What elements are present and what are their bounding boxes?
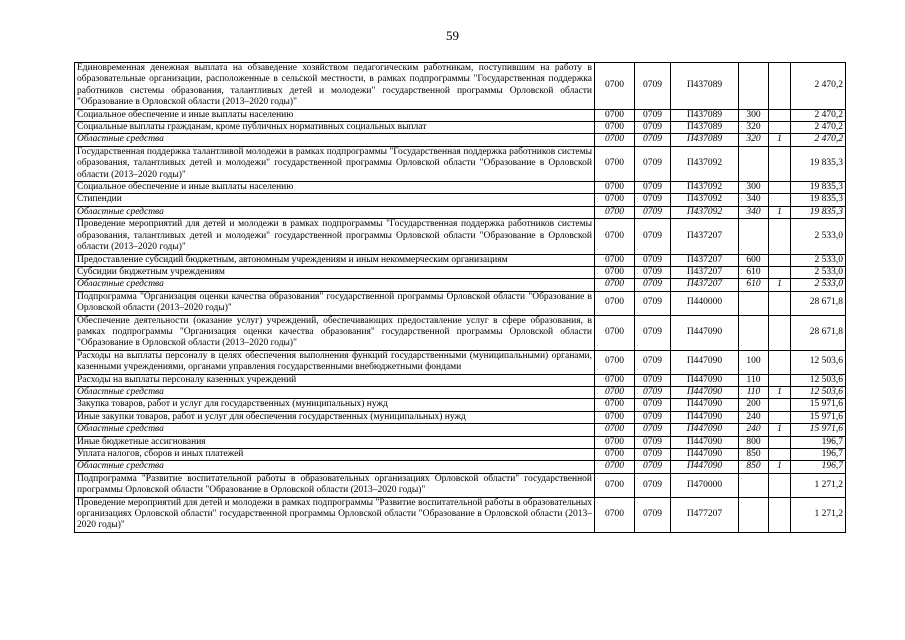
section-code: 0700 bbox=[595, 424, 635, 436]
target-article-code: П447090 bbox=[671, 399, 739, 411]
amount: 2 533,0 bbox=[791, 266, 846, 278]
expense-type-code: 240 bbox=[739, 411, 769, 423]
subsection-code: 0709 bbox=[635, 182, 671, 194]
section-code: 0700 bbox=[595, 254, 635, 266]
amount: 28 671,8 bbox=[791, 291, 846, 315]
table-row bbox=[75, 63, 846, 110]
amount: 196,7 bbox=[791, 461, 846, 473]
section-code: 0700 bbox=[595, 182, 635, 194]
row-name: Субсидии бюджетным учреждениям bbox=[75, 266, 595, 278]
subsection-code: 0709 bbox=[635, 266, 671, 278]
target-article-code: П437207 bbox=[671, 254, 739, 266]
amount: 12 503,6 bbox=[791, 386, 846, 398]
target-article-code: П437089 bbox=[671, 109, 739, 121]
amount: 2 533,0 bbox=[791, 219, 846, 254]
target-article-code: П437092 bbox=[671, 206, 739, 218]
expense-type-code: 240 bbox=[739, 424, 769, 436]
row-name: Социальное обеспечение и иные выплаты населению bbox=[75, 182, 595, 194]
funding-source-code bbox=[769, 122, 791, 134]
budget-table bbox=[74, 62, 846, 533]
expense-type-code: 850 bbox=[739, 449, 769, 461]
section-code: 0700 bbox=[595, 497, 635, 532]
section-code: 0700 bbox=[595, 374, 635, 386]
funding-source-code bbox=[769, 63, 791, 110]
target-article-code: П447090 bbox=[671, 374, 739, 386]
expense-type-code: 340 bbox=[739, 194, 769, 206]
row-name: Проведение мероприятий для детей и молодежи в рамках подпрограммы "Развитие воспитательной работы в образовательных организациях Орловской области" государственной программы Орловской области "Образование в Орловской области (2013–2020 годы)" bbox=[75, 497, 595, 532]
row-name: Проведение мероприятий для детей и молодежи в рамках подпрограммы "Государственная поддержка работников системы образования, талантливых детей и молодежи" государственной программы Орловской области "Образование в Орловской области (2013–2020 годы)" bbox=[75, 219, 595, 254]
table-row bbox=[75, 109, 846, 121]
funding-source-code bbox=[769, 315, 791, 350]
row-name: Иные бюджетные ассигнования bbox=[75, 436, 595, 448]
funding-source-code bbox=[769, 374, 791, 386]
table-row bbox=[75, 291, 846, 315]
table-row bbox=[75, 315, 846, 350]
row-name: Уплата налогов, сборов и иных платежей bbox=[75, 449, 595, 461]
expense-type-code: 300 bbox=[739, 109, 769, 121]
amount: 2 470,2 bbox=[791, 63, 846, 110]
section-code: 0700 bbox=[595, 473, 635, 497]
target-article-code: П470000 bbox=[671, 473, 739, 497]
subsection-code: 0709 bbox=[635, 350, 671, 374]
table-row bbox=[75, 411, 846, 423]
expense-type-code: 850 bbox=[739, 461, 769, 473]
funding-source-code: 1 bbox=[769, 386, 791, 398]
section-code: 0700 bbox=[595, 63, 635, 110]
subsection-code: 0709 bbox=[635, 134, 671, 146]
expense-type-code bbox=[739, 63, 769, 110]
row-name: Областные средства bbox=[75, 424, 595, 436]
funding-source-code bbox=[769, 411, 791, 423]
funding-source-code bbox=[769, 109, 791, 121]
amount: 15 971,6 bbox=[791, 424, 846, 436]
subsection-code: 0709 bbox=[635, 399, 671, 411]
target-article-code: П440000 bbox=[671, 291, 739, 315]
expense-type-code bbox=[739, 219, 769, 254]
expense-type-code: 200 bbox=[739, 399, 769, 411]
table-row bbox=[75, 461, 846, 473]
subsection-code: 0709 bbox=[635, 122, 671, 134]
amount: 196,7 bbox=[791, 449, 846, 461]
subsection-code: 0709 bbox=[635, 449, 671, 461]
funding-source-code bbox=[769, 399, 791, 411]
funding-source-code bbox=[769, 266, 791, 278]
subsection-code: 0709 bbox=[635, 424, 671, 436]
amount: 1 271,2 bbox=[791, 497, 846, 532]
target-article-code: П447090 bbox=[671, 411, 739, 423]
target-article-code: П437089 bbox=[671, 134, 739, 146]
table-row bbox=[75, 350, 846, 374]
row-name: Предоставление субсидий бюджетным, автономным учреждениям и иным некоммерческим организациям bbox=[75, 254, 595, 266]
target-article-code: П437089 bbox=[671, 63, 739, 110]
amount: 1 271,2 bbox=[791, 473, 846, 497]
subsection-code: 0709 bbox=[635, 279, 671, 291]
section-code: 0700 bbox=[595, 411, 635, 423]
table-row bbox=[75, 436, 846, 448]
subsection-code: 0709 bbox=[635, 146, 671, 181]
row-name: Обеспечение деятельности (оказание услуг) учреждений, обеспечивающих предоставление услуг в сфере образования, в рамках подпрограммы "Организация оценки качества образования" государственной программы Орловской области "Образование в Орловской области (2013–2020 годы)" bbox=[75, 315, 595, 350]
expense-type-code: 320 bbox=[739, 134, 769, 146]
row-name: Социальное обеспечение и иные выплаты населению bbox=[75, 109, 595, 121]
expense-type-code: 110 bbox=[739, 386, 769, 398]
target-article-code: П447090 bbox=[671, 424, 739, 436]
expense-type-code bbox=[739, 146, 769, 181]
funding-source-code: 1 bbox=[769, 279, 791, 291]
amount: 2 533,0 bbox=[791, 279, 846, 291]
table-row bbox=[75, 399, 846, 411]
funding-source-code bbox=[769, 291, 791, 315]
subsection-code: 0709 bbox=[635, 436, 671, 448]
section-code: 0700 bbox=[595, 436, 635, 448]
target-article-code: П437092 bbox=[671, 146, 739, 181]
section-code: 0700 bbox=[595, 194, 635, 206]
section-code: 0700 bbox=[595, 279, 635, 291]
amount: 15 971,6 bbox=[791, 399, 846, 411]
table-row bbox=[75, 206, 846, 218]
section-code: 0700 bbox=[595, 461, 635, 473]
section-code: 0700 bbox=[595, 266, 635, 278]
table-row bbox=[75, 194, 846, 206]
row-name: Расходы на выплаты персоналу казенных учреждений bbox=[75, 374, 595, 386]
amount: 15 971,6 bbox=[791, 411, 846, 423]
funding-source-code bbox=[769, 436, 791, 448]
subsection-code: 0709 bbox=[635, 374, 671, 386]
amount: 12 503,6 bbox=[791, 350, 846, 374]
funding-source-code bbox=[769, 182, 791, 194]
table-row bbox=[75, 266, 846, 278]
subsection-code: 0709 bbox=[635, 63, 671, 110]
subsection-code: 0709 bbox=[635, 411, 671, 423]
amount: 12 503,6 bbox=[791, 374, 846, 386]
funding-source-code: 1 bbox=[769, 424, 791, 436]
amount: 19 835,3 bbox=[791, 206, 846, 218]
section-code: 0700 bbox=[595, 350, 635, 374]
row-name: Областные средства bbox=[75, 279, 595, 291]
amount: 2 533,0 bbox=[791, 254, 846, 266]
target-article-code: П447090 bbox=[671, 436, 739, 448]
funding-source-code bbox=[769, 219, 791, 254]
expense-type-code bbox=[739, 315, 769, 350]
table-row bbox=[75, 219, 846, 254]
table-row bbox=[75, 279, 846, 291]
target-article-code: П437089 bbox=[671, 122, 739, 134]
table-row bbox=[75, 449, 846, 461]
section-code: 0700 bbox=[595, 386, 635, 398]
subsection-code: 0709 bbox=[635, 219, 671, 254]
funding-source-code: 1 bbox=[769, 206, 791, 218]
target-article-code: П437207 bbox=[671, 279, 739, 291]
table-row bbox=[75, 497, 846, 532]
expense-type-code bbox=[739, 291, 769, 315]
subsection-code: 0709 bbox=[635, 386, 671, 398]
table-row bbox=[75, 122, 846, 134]
funding-source-code bbox=[769, 146, 791, 181]
row-name: Расходы на выплаты персоналу в целях обеспечения выполнения функций государственными (муниципальными) органами, казенными учреждениями, органами управления государственными внебюджетными фондами bbox=[75, 350, 595, 374]
table-body bbox=[75, 63, 846, 533]
row-name: Закупка товаров, работ и услуг для государственных (муниципальных) нужд bbox=[75, 399, 595, 411]
subsection-code: 0709 bbox=[635, 315, 671, 350]
expense-type-code: 610 bbox=[739, 279, 769, 291]
subsection-code: 0709 bbox=[635, 206, 671, 218]
funding-source-code bbox=[769, 350, 791, 374]
row-name: Областные средства bbox=[75, 386, 595, 398]
subsection-code: 0709 bbox=[635, 461, 671, 473]
section-code: 0700 bbox=[595, 291, 635, 315]
subsection-code: 0709 bbox=[635, 109, 671, 121]
section-code: 0700 bbox=[595, 399, 635, 411]
table-row bbox=[75, 182, 846, 194]
row-name: Подпрограмма "Организация оценки качества образования" государственной программы Орловской области "Образование в Орловской области (2013–2020 годы)" bbox=[75, 291, 595, 315]
table-row bbox=[75, 146, 846, 181]
expense-type-code: 100 bbox=[739, 350, 769, 374]
target-article-code: П447090 bbox=[671, 315, 739, 350]
target-article-code: П447090 bbox=[671, 461, 739, 473]
row-name: Подпрограмма "Развитие воспитательной работы в образовательных организациях Орловской области" государственной программы Орловской области "Образование в Орловской области (2013–2020 годы)" bbox=[75, 473, 595, 497]
table-row bbox=[75, 473, 846, 497]
table-row bbox=[75, 134, 846, 146]
funding-source-code bbox=[769, 194, 791, 206]
subsection-code: 0709 bbox=[635, 291, 671, 315]
target-article-code: П447090 bbox=[671, 350, 739, 374]
section-code: 0700 bbox=[595, 109, 635, 121]
funding-source-code bbox=[769, 449, 791, 461]
amount: 19 835,3 bbox=[791, 146, 846, 181]
subsection-code: 0709 bbox=[635, 473, 671, 497]
section-code: 0700 bbox=[595, 315, 635, 350]
funding-source-code bbox=[769, 254, 791, 266]
subsection-code: 0709 bbox=[635, 497, 671, 532]
section-code: 0700 bbox=[595, 449, 635, 461]
expense-type-code: 600 bbox=[739, 254, 769, 266]
amount: 28 671,8 bbox=[791, 315, 846, 350]
expense-type-code: 320 bbox=[739, 122, 769, 134]
funding-source-code bbox=[769, 497, 791, 532]
table-row bbox=[75, 424, 846, 436]
target-article-code: П437092 bbox=[671, 182, 739, 194]
table-row bbox=[75, 254, 846, 266]
row-name: Социальные выплаты гражданам, кроме публичных нормативных социальных выплат bbox=[75, 122, 595, 134]
table-row bbox=[75, 374, 846, 386]
section-code: 0700 bbox=[595, 146, 635, 181]
funding-source-code bbox=[769, 473, 791, 497]
section-code: 0700 bbox=[595, 122, 635, 134]
row-name: Областные средства bbox=[75, 461, 595, 473]
section-code: 0700 bbox=[595, 134, 635, 146]
target-article-code: П437207 bbox=[671, 266, 739, 278]
page-number: 59 bbox=[446, 28, 459, 43]
section-code: 0700 bbox=[595, 219, 635, 254]
funding-source-code: 1 bbox=[769, 461, 791, 473]
table-row bbox=[75, 386, 846, 398]
subsection-code: 0709 bbox=[635, 194, 671, 206]
target-article-code: П477207 bbox=[671, 497, 739, 532]
expense-type-code: 800 bbox=[739, 436, 769, 448]
target-article-code: П437207 bbox=[671, 219, 739, 254]
subsection-code: 0709 bbox=[635, 254, 671, 266]
section-code: 0700 bbox=[595, 206, 635, 218]
funding-source-code: 1 bbox=[769, 134, 791, 146]
row-name: Иные закупки товаров, работ и услуг для обеспечения государственных (муниципальных) нужд bbox=[75, 411, 595, 423]
row-name: Стипендии bbox=[75, 194, 595, 206]
amount: 2 470,2 bbox=[791, 122, 846, 134]
amount: 2 470,2 bbox=[791, 134, 846, 146]
target-article-code: П447090 bbox=[671, 449, 739, 461]
expense-type-code bbox=[739, 497, 769, 532]
expense-type-code: 300 bbox=[739, 182, 769, 194]
expense-type-code bbox=[739, 473, 769, 497]
amount: 19 835,3 bbox=[791, 182, 846, 194]
target-article-code: П437092 bbox=[671, 194, 739, 206]
expense-type-code: 610 bbox=[739, 266, 769, 278]
row-name: Государственная поддержка талантливой молодежи в рамках подпрограммы "Государственная поддержка работников системы образования, талантливых детей и молодежи" государственной программы Орловской области "Образование в Орловской области (2013–2020 годы)" bbox=[75, 146, 595, 181]
amount: 19 835,3 bbox=[791, 194, 846, 206]
row-name: Областные средства bbox=[75, 134, 595, 146]
expense-type-code: 110 bbox=[739, 374, 769, 386]
row-name: Областные средства bbox=[75, 206, 595, 218]
target-article-code: П447090 bbox=[671, 386, 739, 398]
expense-type-code: 340 bbox=[739, 206, 769, 218]
row-name: Единовременная денежная выплата на обзаведение хозяйством педагогическим работникам, поступившим на работу в образовательные организации, расположенные в сельской местности, в рамках подпрограммы "Государственная поддержка работников системы образования, талантливых детей и молодежи" государственной программы Орловской области "Образование в Орловской области (2013–2020 годы)" bbox=[75, 63, 595, 110]
amount: 2 470,2 bbox=[791, 109, 846, 121]
amount: 196,7 bbox=[791, 436, 846, 448]
